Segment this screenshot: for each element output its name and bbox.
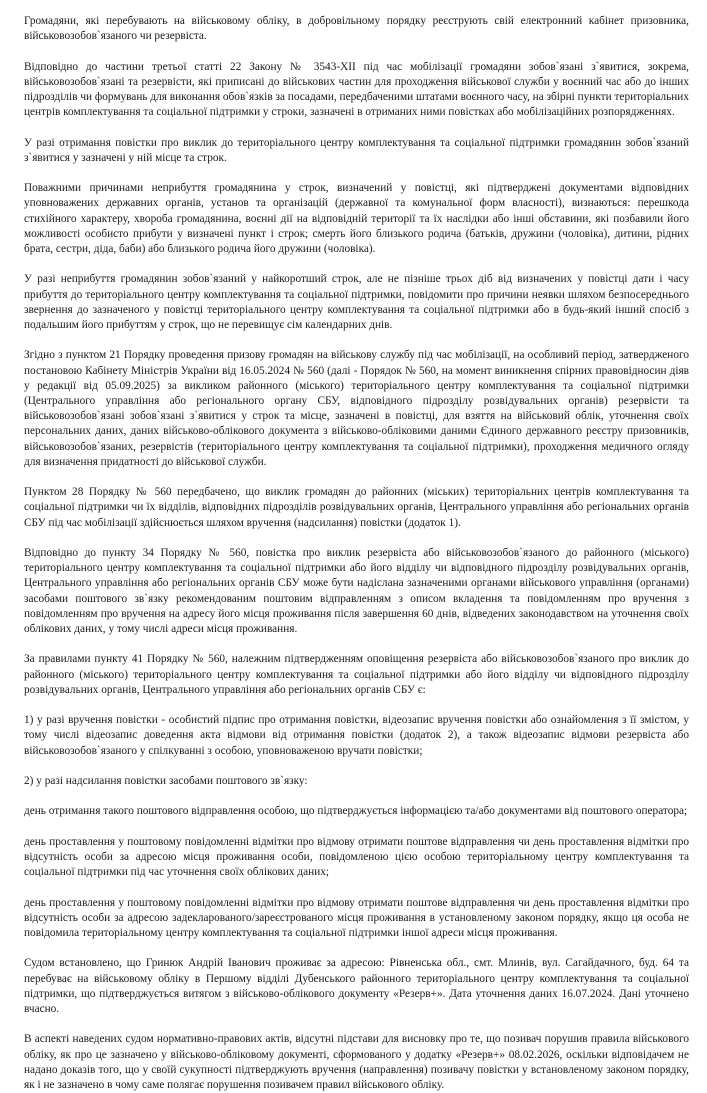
paragraph-receipt-day: день отримання такого поштового відправлення особою, що підтверджується інформацією та/або документами від поштового оператора; (24, 805, 688, 818)
paragraph-refusal-day-registered: день проставлення у поштовому повідомленні відмітки про відмову отримати поштове відправлення чи день проставлення відмітки про відсутність особи за адресою місця проживання особи, повідомленою цією особою територіальному центру комплектування та соціальної підтримки під час уточнення своїх облікових даних; (24, 835, 689, 879)
paragraph-clause-21: Згідно з пунктом 21 Порядку проведення призову громадян на військову службу під час мобілізації, на особливий період, затвердженого постановою Кабінету Міністрів України від 16.05.2024 № 560 (далі - Порядок № 560, на момент виникнення спірних правовідносин діяв у редакції від 05.09.2025) за викликом районного (міського) територіального центру комплектування та соціальної підтримки (Центрального управління або регіонального органу СБУ, відповідного підрозділу розвідувальних органів) резервісти та військовозобов`язані зобов`язані з`явитися у строк та місце, зазначені в повістці, для взяття на військовий облік, уточнення своїх персональних даних, даних військово-облікового документа з військово-обліковими даними Єдиного державного реєстру призовників, військовозобов`язаних, резервістів (територіального центру комплектування та соціальної підтримки), проходження медичного огляду для визначення придатності до військової служби. (24, 349, 689, 468)
paragraph-non-arrival: У разі неприбуття громадянин зобов`язаний у найкоротший строк, але не пізніше трьох діб від визначених у повістці дати і часу прибуття до територіального центру комплектування та соціальної підтримки, повідомити про причини неявки шляхом безпосереднього звернення до зазначеного у повістці територіального центру комплектування та соціальної підтримки або в будь-який інший спосіб з подальшим його прибуттям у строк, що не перевищує сім календарних днів. (24, 273, 689, 331)
paragraph-item-2: 2) у разі надсилання повістки засобами поштового зв`язку: (24, 775, 308, 787)
paragraph-valid-reasons: Поважними причинами неприбуття громадянина у строк, визначений у повістці, які підтверджені документами відповідних уповноважених державних органів, установ та організацій (державної та комунальної форм власності), визнаються: перешкода стихійного характеру, хвороба громадянина, воєнні дії на відповідній території та їх наслідки або інші обставини, які позбавили його можливості особисто прибути у визначені пункт і строк; смерть його близького родича (батьків, дружини (чоловіка), дитини, рідних брата, сестри, діда, баби) або близького родича його дружини (чоловіка). (24, 182, 689, 255)
paragraph-court-findings: Судом встановлено, що Гринюк Андрій Іванович проживає за адресою: Рівненська обл., смт. Млинів, вул. Сагайдачного, буд. 64 та перебуває на військовому обліку в Першому відділі Дубенського районного територіального центру комплектування та соціальної підтримки, що підтверджується витягом з військово-облікового документу «Резерв+». Дата уточнення даних 16.07.2024. Дані уточнено вчасно. (24, 957, 689, 1015)
paragraph-clause-34: Відповідно до пункту 34 Порядку № 560, повістка про виклик резервіста або військовозобов`язаного до районного (міського) територіального центру комплектування та соціальної підтримки або його відділу чи відповідного підрозділу розвідувальних органів, Центрального управління або регіональних органів СБУ може бути надіслана зазначеними органами військового управління (органами) засобами поштового зв`язку рекомендованим поштовим відправленням з описом вкладення та повідомленням про вручення з повідомленням про вручення на адресу його місця проживання після завершення 60 днів, відведених законодавством на уточнення своїх облікових даних, у тому числі адреси місця проживання. (24, 547, 689, 636)
paragraph-clause-41: За правилами пункту 41 Порядку № 560, належним підтвердженням оповіщення резервіста або військовозобов`язаного про виклик до районного (міського) територіального центру комплектування та соціальної підтримки або його відділу чи відповідного підрозділу розвідувальних органів, Центрального управління або регіональних органів СБУ є: (24, 653, 689, 696)
paragraph-article-22: Відповідно до частини третьої статті 22 Закону № 3543-XII під час мобілізації громадяни зобов`язані з`явитися, зокрема, військовозобов`язані та резервісти, які приписані до військових частин для проходження військової служби у воєнний час або до інших підрозділів чи формувань для виконання обов`язків за посадами, передбаченими штатами воєнного часу, на збірні пункти територіальних центрів комплектування та соціальної підтримки у строки, зазначені в отриманих ними повістках або мобілізаційних розпорядженнях. (24, 60, 689, 119)
paragraph-clause-28: Пунктом 28 Порядку № 560 передбачено, що виклик громадян до районних (міських) територіальних центрів комплектування та соціальної підтримки чи їх відділів, відповідних підрозділів розвідувальних органів, Центрального управління або регіональних органів СБУ під час мобілізації здійснюється шляхом вручення (надсилання) повістки (додаток 1). (24, 486, 689, 529)
paragraph-item-1: 1) у разі вручення повістки - особистий підпис про отримання повістки, відеозапис вручення повістки або ознайомлення з її змістом, у тому числі відеозапис доведення акта відмови від отримання повістки (додаток 2), а також відеозапис відмови резервіста або військовозобов`язаного у спілкуванні з особою, уповноваженою вручати повістки; (24, 714, 689, 757)
paragraph-voluntary-registration: Громадяни, які перебувають на військовому обліку, в добровільному порядку реєструють свій електронний кабінет призовника, військовозобов`язаного чи резервіста. (24, 15, 689, 43)
paragraph-conclusion: В аспекті наведених судом нормативно-правових актів, відсутні підстави для висновку про те, що позивач порушив правила військового обліку, як про це зазначено у військово-обліковому документі, сформованого у додатку «Резерв+» 08.02.2026, оскільки відповідачем не надано доказів того, що у своїй сукупності підтверджують вручення (направлення) позивачу повістки у встановленому законом порядку, як і не зазначено в чому саме полягає порушення позивачем правил військового обліку. (24, 1033, 689, 1091)
paragraph-refusal-day-declared: день проставлення у поштовому повідомленні відмітки про відмову отримати поштове відправлення чи день проставлення відмітки про відсутність особи за адресою задекларованого/зареєстрованого місця проживання в установленому законом порядку, якщо ця особа не повідомила територіальному центру комплектування та соціальної підтримки іншої адреси місця проживання. (24, 896, 689, 939)
paragraph-summons-obligation: У разі отримання повістки про виклик до територіального центру комплектування та соціальної підтримки громадянин зобов`язаний з`явитися у зазначені у ній місце та строк. (24, 136, 689, 164)
